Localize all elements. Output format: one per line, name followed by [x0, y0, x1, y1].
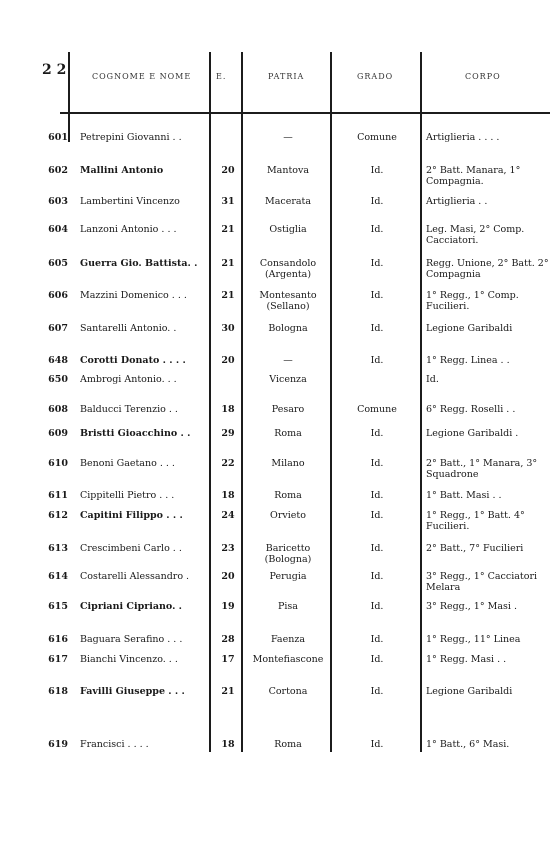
table-row	[0, 165, 550, 195]
entry-grado: Id.	[370, 601, 384, 612]
entry-name: Lambertini Vincenzo	[80, 196, 180, 207]
entry-age: 30	[221, 323, 235, 334]
entry-number: 618	[48, 686, 68, 697]
entry-corpo: 1° Regg., 1° Batt. 4° Fucilieri.	[426, 510, 525, 532]
table-row	[0, 686, 550, 716]
entry-corpo: 1° Batt. Masi . .	[426, 490, 502, 501]
entry-name: Francisci . . . .	[80, 739, 149, 750]
entry-patria: Ostiglia	[269, 224, 307, 235]
entry-grado: Id.	[370, 686, 384, 697]
entry-grado: Id.	[370, 571, 384, 582]
entry-number: 617	[48, 654, 68, 665]
entry-patria: Perugia	[269, 571, 307, 582]
table-row	[0, 196, 550, 226]
entry-name: Cipriani Cipriano. .	[80, 601, 182, 612]
page-number: 2 2	[42, 62, 67, 78]
header-surname-name: COGNOME E NOME	[92, 72, 192, 81]
entry-age: 19	[221, 601, 235, 612]
entry-patria: Montesanto (Sellano)	[259, 290, 317, 312]
entry-corpo: 1° Regg., 11° Linea	[426, 634, 521, 645]
entry-number: 608	[48, 404, 68, 415]
header-corpo: CORPO	[465, 72, 501, 81]
entry-grado: Id.	[370, 543, 384, 554]
entry-grado: Id.	[370, 165, 384, 176]
entry-patria: Macerata	[264, 196, 312, 207]
header-grado: GRADO	[357, 72, 394, 81]
table-row	[0, 571, 550, 601]
entry-patria: —	[283, 132, 293, 143]
entry-number: 601	[48, 132, 68, 143]
entry-patria: Roma	[274, 428, 302, 439]
entry-name: Costarelli Alessandro .	[80, 571, 190, 582]
entry-patria: Cortona	[268, 686, 308, 697]
entry-name: Corotti Donato . . . .	[80, 355, 186, 366]
entry-name: Cippitelli Pietro . . .	[80, 490, 175, 501]
entry-name: Mallini Antonio	[80, 165, 164, 176]
entry-corpo: 1° Batt., 6° Masi.	[426, 739, 510, 750]
table-row	[0, 458, 550, 488]
header-rule	[60, 112, 550, 114]
entry-name: Baguara Serafino . . .	[80, 634, 183, 645]
entry-patria: Orvieto	[270, 510, 306, 521]
entry-grado: Comune	[357, 404, 397, 415]
table-row	[0, 601, 550, 631]
entry-grado: Id.	[370, 323, 384, 334]
entry-age: 20	[221, 355, 235, 366]
entry-grado: Id.	[370, 224, 384, 235]
entry-number: 604	[48, 224, 68, 235]
entry-corpo: 3° Regg., 1° Masi .	[426, 601, 517, 612]
entry-age: 18	[221, 404, 235, 415]
entry-grado: Id.	[370, 428, 384, 439]
entry-age: 21	[221, 258, 235, 269]
entry-number: 648	[48, 355, 68, 366]
column-divider	[68, 52, 70, 142]
entry-corpo: Regg. Unione, 2° Batt. 2° Compagnia	[426, 258, 549, 280]
table-row	[0, 654, 550, 684]
entry-corpo: 1° Regg. Masi . .	[426, 654, 507, 665]
header-age: E.	[216, 72, 227, 81]
table-row	[0, 543, 550, 573]
entry-name: Bianchi Vincenzo. . .	[80, 654, 178, 665]
entry-number: 602	[48, 165, 68, 176]
entry-age: 18	[221, 739, 235, 750]
entry-number: 609	[48, 428, 68, 439]
entry-number: 606	[48, 290, 68, 301]
entry-grado: Id.	[370, 196, 384, 207]
entry-number: 619	[48, 739, 68, 750]
entry-age: 20	[221, 571, 235, 582]
entry-number: 613	[48, 543, 68, 554]
entry-age: 18	[221, 490, 235, 501]
table-row	[0, 323, 550, 353]
entry-patria: Baricetto (Bologna)	[264, 543, 312, 565]
table-row	[0, 739, 550, 769]
entry-name: Guerra Gio. Battista. .	[80, 258, 198, 269]
entry-patria: Montefiascone	[252, 654, 324, 665]
entry-patria: Pisa	[278, 601, 298, 612]
entry-age: 28	[221, 634, 235, 645]
entry-grado: Id.	[370, 258, 384, 269]
entry-grado: Comune	[357, 132, 397, 143]
entry-corpo: 2° Batt., 7° Fucilieri	[426, 543, 524, 554]
entry-number: 614	[48, 571, 68, 582]
entry-corpo: 1° Regg., 1° Comp. Fucilieri.	[426, 290, 519, 312]
entry-number: 605	[48, 258, 68, 269]
entry-number: 610	[48, 458, 68, 469]
entry-grado: Id.	[370, 290, 384, 301]
entry-number: 615	[48, 601, 68, 612]
entry-name: Santarelli Antonio. .	[80, 323, 177, 334]
entry-grado: Id.	[370, 510, 384, 521]
entry-age: 21	[221, 686, 235, 697]
entry-grado: Id.	[370, 634, 384, 645]
entry-corpo: Artiglieria . . . .	[426, 132, 500, 143]
entry-number: 607	[48, 323, 68, 334]
entry-corpo: 1° Regg. Linea . .	[426, 355, 510, 366]
entry-name: Ambrogi Antonio. . .	[80, 374, 177, 385]
entry-corpo: 6° Regg. Roselli . .	[426, 404, 516, 415]
entry-name: Capitini Filippo . . .	[80, 510, 183, 521]
entry-age: 20	[221, 165, 235, 176]
entry-name: Balducci Terenzio . .	[80, 404, 178, 415]
table-row	[0, 374, 550, 404]
entry-corpo: Leg. Masi, 2° Comp. Cacciatori.	[426, 224, 525, 246]
entry-patria: Pesaro	[271, 404, 305, 415]
entry-corpo: Legione Garibaldi	[426, 686, 513, 697]
entry-age: 24	[221, 510, 235, 521]
entry-patria: —	[283, 355, 293, 366]
entry-age: 31	[221, 196, 235, 207]
entry-name: Benoni Gaetano . . .	[80, 458, 175, 469]
header-patria: PATRIA	[268, 72, 305, 81]
entry-corpo: Legione Garibaldi .	[426, 428, 519, 439]
entry-age: 22	[221, 458, 235, 469]
entry-name: Mazzini Domenico . . .	[80, 290, 187, 301]
table-row	[0, 224, 550, 254]
entry-number: 612	[48, 510, 68, 521]
entry-name: Bristti Gioacchino . .	[80, 428, 191, 439]
entry-corpo: Artiglieria . .	[426, 196, 488, 207]
entry-corpo: 2° Batt. Manara, 1° Compagnia.	[426, 165, 521, 187]
entry-number: 616	[48, 634, 68, 645]
entry-corpo: 2° Batt., 1° Manara, 3° Squadrone	[426, 458, 538, 480]
entry-grado: Id.	[370, 355, 384, 366]
entry-name: Favilli Giuseppe . . .	[80, 686, 185, 697]
entry-name: Crescimbeni Carlo . .	[80, 543, 182, 554]
table-row	[0, 290, 550, 320]
entry-age: 21	[221, 224, 235, 235]
table-row	[0, 510, 550, 540]
entry-age: 21	[221, 290, 235, 301]
entry-name: Lanzoni Antonio . . .	[80, 224, 177, 235]
entry-patria: Roma	[274, 739, 302, 750]
entry-corpo: Id.	[426, 374, 439, 385]
entry-number: 611	[48, 490, 68, 501]
table-row	[0, 428, 550, 458]
entry-patria: Faenza	[270, 634, 306, 645]
entry-patria: Mantova	[266, 165, 310, 176]
entry-grado: Id.	[370, 739, 384, 750]
entry-corpo: Legione Garibaldi	[426, 323, 513, 334]
entry-number: 650	[48, 374, 68, 385]
entry-grado: Id.	[370, 458, 384, 469]
entry-patria: Milano	[271, 458, 305, 469]
entry-age: 29	[221, 428, 235, 439]
entry-age: 23	[221, 543, 235, 554]
entry-age: 17	[221, 654, 235, 665]
entry-patria: Roma	[274, 490, 302, 501]
entry-corpo: 3° Regg., 1° Cacciatori Melara	[426, 571, 538, 593]
table-row	[0, 258, 550, 288]
table-row	[0, 132, 550, 162]
entry-name: Petrepini Giovanni . .	[80, 132, 182, 143]
entry-patria: Bologna	[268, 323, 308, 334]
entry-grado: Id.	[370, 654, 384, 665]
entry-grado: Id.	[370, 490, 384, 501]
entry-number: 603	[48, 196, 68, 207]
entry-patria: Consandolo (Argenta)	[259, 258, 317, 280]
entry-patria: Vicenza	[269, 374, 307, 385]
